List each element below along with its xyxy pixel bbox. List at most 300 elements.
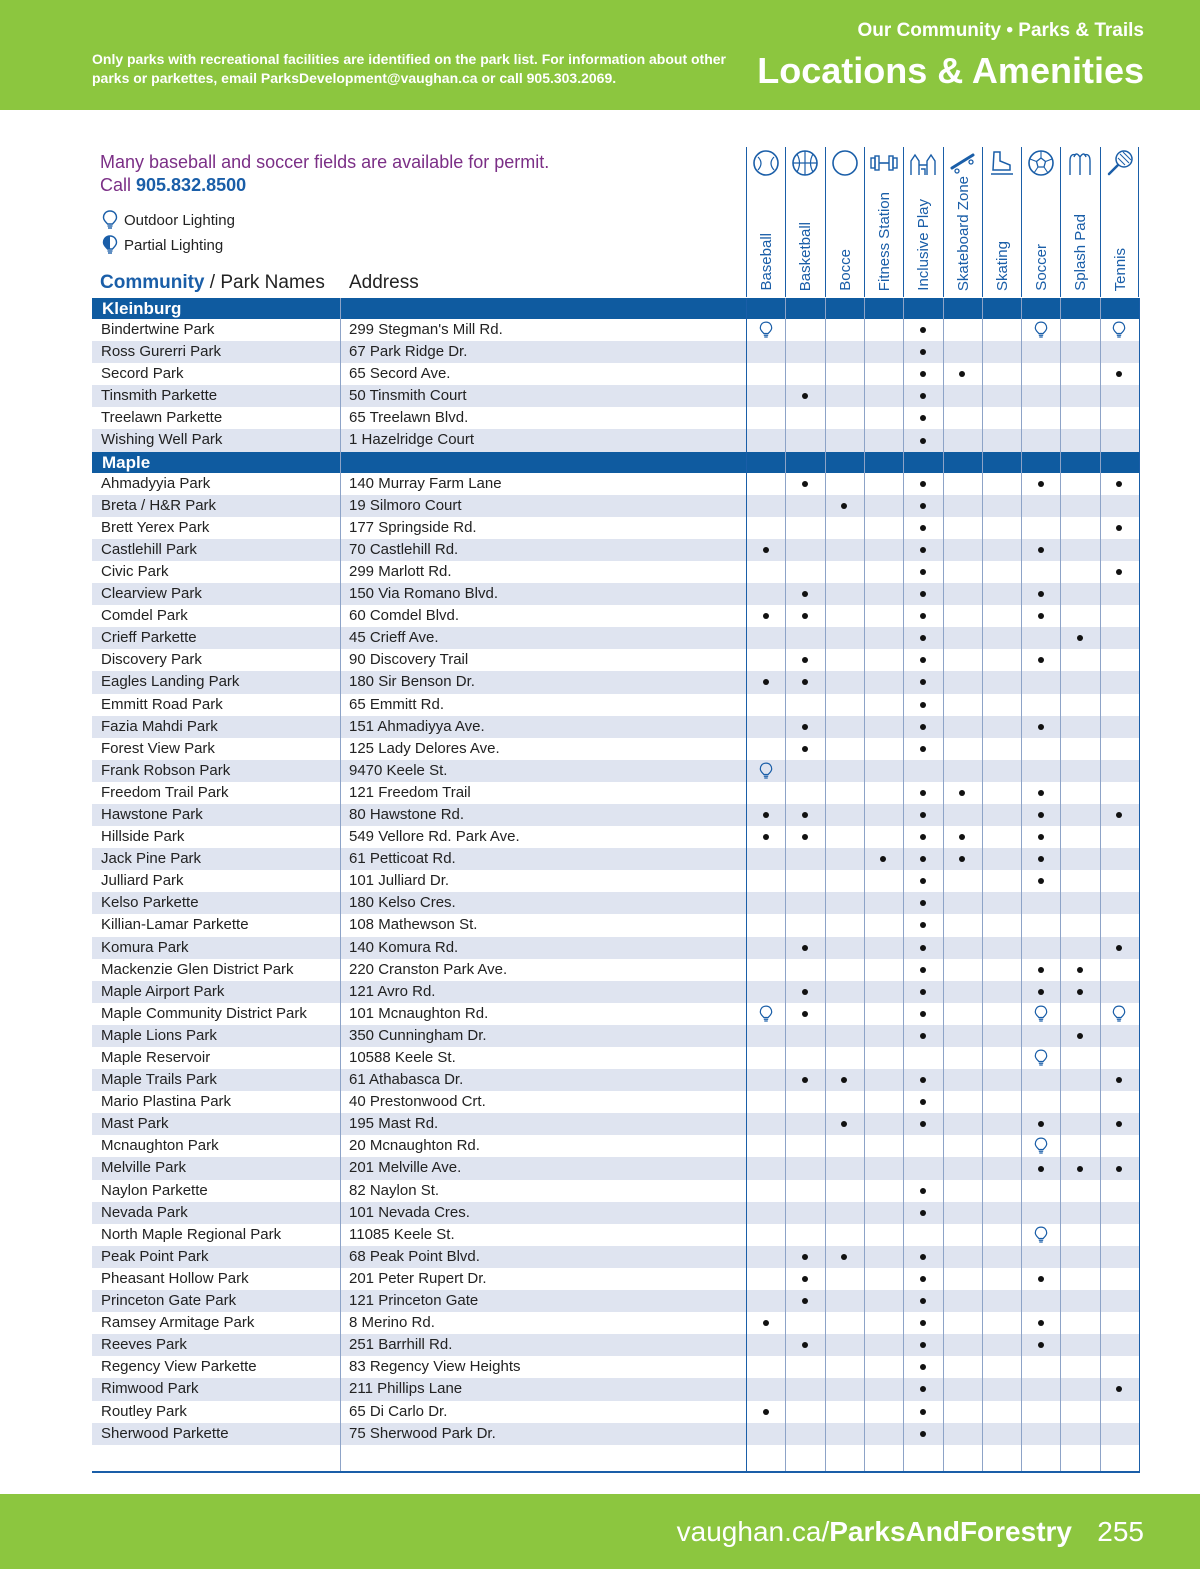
park-address: 19 Silmoro Court <box>349 496 462 514</box>
amenity-cell-soccer <box>1021 1268 1060 1290</box>
table-row <box>92 1401 1140 1423</box>
amenity-dot <box>1116 569 1122 575</box>
table-row <box>92 627 1140 649</box>
amenity-cell-inclusive-play <box>903 429 942 451</box>
footer-bar <box>0 1494 1200 1569</box>
table-row <box>92 429 1140 451</box>
amenity-dot <box>802 945 808 951</box>
park-address: 61 Petticoat Rd. <box>349 850 456 868</box>
amenity-label: Skating <box>993 240 1011 291</box>
park-address: 68 Peak Point Blvd. <box>349 1247 480 1265</box>
amenity-dot <box>1038 1121 1044 1127</box>
amenity-dot <box>920 415 926 421</box>
park-name: Maple Reservoir <box>101 1049 211 1066</box>
outdoor-lighting-icon <box>1034 1005 1048 1023</box>
park-address: 180 Kelso Cres. <box>349 894 456 912</box>
amenity-header-soccer <box>1021 147 1060 297</box>
park-address: 211 Phillips Lane <box>349 1380 463 1398</box>
park-name: Reeves Park <box>101 1336 187 1354</box>
amenity-cell-inclusive-play <box>903 716 942 738</box>
amenity-cell-inclusive-play <box>903 1202 942 1224</box>
amenity-cell-fitness-station <box>864 848 903 870</box>
amenity-dot <box>1038 591 1044 597</box>
park-table <box>92 298 1140 1445</box>
amenity-dot <box>920 900 926 906</box>
amenity-cell-skateboard-zone <box>943 782 982 804</box>
amenity-cell-inclusive-play <box>903 1091 942 1113</box>
splash-pad-icon <box>1066 149 1094 177</box>
amenity-dot <box>1077 967 1083 973</box>
page-number: 255 <box>1097 1516 1144 1547</box>
amenity-cell-inclusive-play <box>903 937 942 959</box>
amenity-dot <box>841 1254 847 1260</box>
amenity-cell-splash-pad <box>1060 1025 1099 1047</box>
amenity-header-tennis <box>1100 147 1139 297</box>
amenity-dot <box>920 1011 926 1017</box>
park-name: Fazia Mahdi Park <box>101 717 218 735</box>
park-name: Mcnaughton Park <box>101 1137 219 1155</box>
park-address: 1 Hazelridge Court <box>349 431 475 449</box>
table-row <box>92 716 1140 738</box>
park-name: Nevada Park <box>101 1203 188 1221</box>
amenity-cell-inclusive-play <box>903 892 942 914</box>
park-address: 9470 Keele St. <box>349 761 448 779</box>
amenity-dot <box>920 945 926 951</box>
park-address: 350 Cunningham Dr. <box>349 1026 487 1044</box>
park-name: Rimwood Park <box>101 1380 199 1398</box>
amenity-dot <box>763 812 769 818</box>
park-address: 201 Melville Ave. <box>349 1159 462 1177</box>
amenity-cell-tennis <box>1100 1113 1139 1135</box>
amenity-dot <box>802 724 808 730</box>
park-address: 177 Springside Rd. <box>349 518 477 536</box>
amenity-dot <box>920 1431 926 1437</box>
amenity-cell-inclusive-play <box>903 671 942 693</box>
baseball-icon <box>752 149 780 177</box>
park-name: Ramsey Armitage Park <box>101 1314 255 1332</box>
amenity-header-splash-pad <box>1060 147 1099 297</box>
amenity-dot <box>920 1077 926 1083</box>
amenity-cell-inclusive-play <box>903 517 942 539</box>
legend-outdoor <box>102 209 235 231</box>
park-address: 121 Avro Rd. <box>349 982 436 1000</box>
amenity-dot <box>1116 481 1122 487</box>
park-address: 65 Treelawn Blvd. <box>349 409 469 427</box>
amenity-cell-basketball <box>785 1334 824 1356</box>
amenity-dot <box>959 834 965 840</box>
amenity-dot <box>1116 1121 1122 1127</box>
amenity-cell-inclusive-play <box>903 1268 942 1290</box>
park-name: Maple Trails Park <box>101 1071 217 1089</box>
column-divider <box>746 298 747 1471</box>
tennis-icon <box>1106 149 1134 177</box>
amenity-cell-basketball <box>785 826 824 848</box>
table-row <box>92 583 1140 605</box>
table-row <box>92 959 1140 981</box>
amenity-dot <box>763 679 769 685</box>
amenity-dot <box>920 922 926 928</box>
amenity-dot <box>1038 967 1044 973</box>
amenity-cell-inclusive-play <box>903 473 942 495</box>
table-row <box>92 363 1140 385</box>
table-row <box>92 1157 1140 1179</box>
park-address: 101 Julliard Dr. <box>349 872 450 890</box>
header-kicker: Our Community • Parks & Trails <box>857 20 1144 41</box>
park-address: 180 Sir Benson Dr. <box>349 673 475 691</box>
amenity-cell-basketball <box>785 671 824 693</box>
park-address: 101 Mcnaughton Rd. <box>349 1004 489 1022</box>
park-name: Hillside Park <box>101 828 185 846</box>
amenity-dot <box>802 613 808 619</box>
column-divider <box>903 298 904 1471</box>
amenity-dot <box>802 1254 808 1260</box>
park-address: 83 Regency View Heights <box>349 1358 521 1376</box>
call-number[interactable]: 905.832.8500 <box>136 175 247 195</box>
amenity-cell-inclusive-play <box>903 870 942 892</box>
park-name: Mackenzie Glen District Park <box>101 960 294 978</box>
amenity-header-inclusive-play <box>903 147 942 297</box>
park-address: 299 Marlott Rd. <box>349 562 452 580</box>
amenity-dot <box>920 1364 926 1370</box>
amenity-cell-soccer <box>1021 716 1060 738</box>
outdoor-lighting-icon <box>1112 1005 1126 1023</box>
table-row <box>92 826 1140 848</box>
park-address: 150 Via Romano Blvd. <box>349 585 498 603</box>
outdoor-lighting-icon <box>1112 321 1126 339</box>
amenity-cell-tennis <box>1100 473 1139 495</box>
table-row <box>92 1091 1140 1113</box>
park-address: 45 Crieff Ave. <box>349 629 439 647</box>
amenity-cell-inclusive-play <box>903 1334 942 1356</box>
table-row <box>92 1356 1140 1378</box>
park-address: 125 Lady Delores Ave. <box>349 739 500 757</box>
amenity-dot <box>959 856 965 862</box>
table-row <box>92 1268 1140 1290</box>
amenity-cell-inclusive-play <box>903 627 942 649</box>
amenity-dot <box>920 702 926 708</box>
park-name: Bindertwine Park <box>101 321 215 338</box>
amenity-dot <box>802 481 808 487</box>
amenity-cell-inclusive-play <box>903 561 942 583</box>
amenity-cell-soccer <box>1021 1224 1060 1246</box>
park-name: Forest View Park <box>101 739 215 757</box>
park-name: Peak Point Park <box>101 1247 209 1265</box>
amenity-dot <box>802 1298 808 1304</box>
column-divider <box>864 298 865 1471</box>
park-address: 195 Mast Rd. <box>349 1115 439 1133</box>
amenity-cell-baseball <box>746 804 785 826</box>
amenity-cell-inclusive-play <box>903 1025 942 1047</box>
park-name: Mast Park <box>101 1115 169 1133</box>
amenity-dot <box>920 635 926 641</box>
section-header-kleinburg: Kleinburg <box>92 298 1140 319</box>
amenity-cell-baseball <box>746 826 785 848</box>
amenity-cell-inclusive-play <box>903 583 942 605</box>
amenity-dot <box>920 393 926 399</box>
park-name: Mario Plastina Park <box>101 1093 232 1111</box>
table-row <box>92 1135 1140 1157</box>
amenity-cell-soccer <box>1021 319 1060 341</box>
table-row <box>92 1069 1140 1091</box>
park-address: 299 Stegman's Mill Rd. <box>349 321 503 338</box>
amenity-cell-inclusive-play <box>903 848 942 870</box>
column-divider <box>1060 298 1061 1471</box>
amenity-dot <box>920 878 926 884</box>
column-divider <box>982 298 983 1471</box>
park-name: Maple Lions Park <box>101 1026 217 1044</box>
park-name: Maple Community District Park <box>101 1004 307 1022</box>
park-address: 20 Mcnaughton Rd. <box>349 1137 480 1155</box>
legend-outdoor-label: Outdoor Lighting <box>124 211 235 229</box>
table-row <box>92 1025 1140 1047</box>
table-row <box>92 1047 1140 1069</box>
amenity-cell-soccer <box>1021 1135 1060 1157</box>
park-name: Hawstone Park <box>101 805 203 823</box>
amenity-cell-baseball <box>746 671 785 693</box>
amenity-label: Inclusive Play <box>915 199 933 291</box>
amenity-dot <box>802 1342 808 1348</box>
amenity-dot <box>920 1210 926 1216</box>
outdoor-lighting-icon <box>759 321 773 339</box>
amenity-cell-tennis <box>1100 937 1139 959</box>
table-row <box>92 341 1140 363</box>
amenity-dot <box>802 393 808 399</box>
amenity-cell-inclusive-play <box>903 649 942 671</box>
amenity-dot <box>802 746 808 752</box>
amenity-dot <box>1116 1077 1122 1083</box>
skate-icon <box>988 149 1016 177</box>
amenity-cell-splash-pad <box>1060 1157 1099 1179</box>
amenity-cell-basketball <box>785 649 824 671</box>
amenity-cell-tennis <box>1100 517 1139 539</box>
park-address: 40 Prestonwood Crt. <box>349 1093 486 1111</box>
playground-icon <box>909 149 937 177</box>
outdoor-lighting-icon <box>759 1005 773 1023</box>
park-name: Princeton Gate Park <box>101 1292 237 1310</box>
table-row <box>92 1312 1140 1334</box>
table-row <box>92 671 1140 693</box>
amenity-cell-basketball <box>785 605 824 627</box>
amenity-cell-basketball <box>785 1290 824 1312</box>
table-row <box>92 1202 1140 1224</box>
amenity-dot <box>802 812 808 818</box>
amenity-dot <box>920 569 926 575</box>
amenity-dot <box>841 503 847 509</box>
table-row <box>92 1224 1140 1246</box>
table-row <box>92 914 1140 936</box>
table-row <box>92 1334 1140 1356</box>
table-row <box>92 1378 1140 1400</box>
amenity-cell-tennis <box>1100 1378 1139 1400</box>
amenity-cell-bocce <box>825 1113 864 1135</box>
amenity-dot <box>1116 1166 1122 1172</box>
amenity-dot <box>1077 1033 1083 1039</box>
permit-note: Many baseball and soccer fields are available for permit. <box>100 152 550 172</box>
amenity-cell-tennis <box>1100 363 1139 385</box>
outdoor-lighting-icon <box>1034 1137 1048 1155</box>
table-row <box>92 1180 1140 1202</box>
amenity-cell-soccer <box>1021 826 1060 848</box>
park-address: 70 Castlehill Rd. <box>349 540 459 558</box>
amenity-dot <box>1038 657 1044 663</box>
amenity-dot <box>1038 834 1044 840</box>
amenity-header-skating <box>982 147 1021 297</box>
amenity-cell-baseball <box>746 1312 785 1334</box>
amenity-dot <box>802 834 808 840</box>
park-name: Treelawn Parkette <box>101 409 223 427</box>
amenity-cell-inclusive-play <box>903 539 942 561</box>
column-divider <box>943 298 944 1471</box>
amenity-cell-inclusive-play <box>903 363 942 385</box>
park-name: Clearview Park <box>101 585 202 603</box>
table-row <box>92 605 1140 627</box>
amenity-cell-soccer <box>1021 1113 1060 1135</box>
amenity-cell-inclusive-play <box>903 605 942 627</box>
column-header-park-names <box>100 272 325 294</box>
amenity-dot <box>920 481 926 487</box>
amenity-cell-inclusive-play <box>903 694 942 716</box>
amenity-dot <box>1077 989 1083 995</box>
table-row <box>92 760 1140 782</box>
amenity-cell-inclusive-play <box>903 738 942 760</box>
amenity-cell-baseball <box>746 1003 785 1025</box>
table-row <box>92 495 1140 517</box>
amenity-cell-inclusive-play <box>903 1378 942 1400</box>
amenity-dot <box>763 547 769 553</box>
amenity-dot <box>1038 790 1044 796</box>
amenity-cell-tennis <box>1100 804 1139 826</box>
amenity-dot <box>880 856 886 862</box>
amenity-cell-skateboard-zone <box>943 848 982 870</box>
amenity-dot <box>1038 547 1044 553</box>
park-address: 10588 Keele St. <box>349 1049 456 1066</box>
amenity-cell-tennis <box>1100 561 1139 583</box>
header-bar <box>0 0 1200 110</box>
amenity-dot <box>920 1188 926 1194</box>
park-name: Killian-Lamar Parkette <box>101 916 249 934</box>
footer-url-prefix: vaughan.ca/ <box>676 1516 830 1547</box>
amenity-cell-splash-pad <box>1060 981 1099 1003</box>
amenity-dot <box>920 438 926 444</box>
table-row <box>92 1113 1140 1135</box>
table-row <box>92 1246 1140 1268</box>
amenity-cell-inclusive-play <box>903 385 942 407</box>
amenity-cell-inclusive-play <box>903 341 942 363</box>
amenity-dot <box>1038 1342 1044 1348</box>
amenity-cell-inclusive-play <box>903 782 942 804</box>
amenity-dot <box>920 1033 926 1039</box>
table-row <box>92 694 1140 716</box>
amenity-cell-inclusive-play <box>903 1423 942 1445</box>
amenity-cell-soccer <box>1021 539 1060 561</box>
amenity-dot <box>1116 812 1122 818</box>
amenity-header-fitness-station <box>864 147 903 297</box>
skateboard-icon <box>949 149 977 177</box>
park-address: 50 Tinsmith Court <box>349 387 467 405</box>
table-row <box>92 649 1140 671</box>
amenity-dot <box>1038 613 1044 619</box>
amenity-dot <box>920 724 926 730</box>
park-name: Wishing Well Park <box>101 431 223 449</box>
outdoor-lighting-icon <box>1034 1049 1048 1067</box>
park-name: Maple Airport Park <box>101 982 225 1000</box>
amenity-cell-bocce <box>825 1069 864 1091</box>
footer-url[interactable] <box>677 1516 1072 1548</box>
amenity-cell-baseball <box>746 605 785 627</box>
column-divider <box>340 298 341 1471</box>
amenity-cell-inclusive-play <box>903 495 942 517</box>
amenity-dot <box>920 613 926 619</box>
call-prefix: Call <box>100 175 137 195</box>
table-row <box>92 561 1140 583</box>
park-name: Komura Park <box>101 938 189 956</box>
amenity-label: Bocce <box>836 249 854 291</box>
amenity-dot <box>1038 812 1044 818</box>
park-address: 75 Sherwood Park Dr. <box>349 1424 496 1442</box>
amenity-dot <box>1038 1166 1044 1172</box>
table-row <box>92 892 1140 914</box>
park-name: Brett Yerex Park <box>101 518 210 536</box>
amenity-dot <box>1038 989 1044 995</box>
amenity-cell-basketball <box>785 937 824 959</box>
amenity-dot <box>920 967 926 973</box>
column-header-address: Address <box>349 272 419 293</box>
amenity-dot <box>920 989 926 995</box>
amenity-dot <box>1077 635 1083 641</box>
amenity-cell-bocce <box>825 495 864 517</box>
amenity-cell-basketball <box>785 738 824 760</box>
park-name: Discovery Park <box>101 651 202 669</box>
park-address: 65 Di Carlo Dr. <box>349 1402 448 1420</box>
column-header-park-names-label: / Park Names <box>204 272 325 293</box>
amenity-cell-soccer <box>1021 649 1060 671</box>
amenity-dot <box>802 989 808 995</box>
amenity-cell-basketball <box>785 1069 824 1091</box>
amenity-cell-soccer <box>1021 782 1060 804</box>
amenity-dot <box>920 1276 926 1282</box>
amenity-dot <box>802 657 808 663</box>
amenity-cell-soccer <box>1021 804 1060 826</box>
outdoor-lighting-icon <box>1034 1226 1048 1244</box>
park-name: Crieff Parkette <box>101 629 197 647</box>
amenity-cell-basketball <box>785 473 824 495</box>
amenity-label: Baseball <box>758 233 775 291</box>
table-row <box>92 539 1140 561</box>
amenity-label: Fitness Station <box>875 191 893 291</box>
amenity-label: Splash Pad <box>1072 214 1090 291</box>
amenity-cell-inclusive-play <box>903 1401 942 1423</box>
outdoor-lighting-icon <box>759 762 773 780</box>
table-row <box>92 385 1140 407</box>
park-name: Routley Park <box>101 1402 187 1420</box>
amenity-cell-splash-pad <box>1060 627 1099 649</box>
amenity-cell-inclusive-play <box>903 959 942 981</box>
amenity-cell-skateboard-zone <box>943 363 982 385</box>
soccer-icon <box>1027 149 1055 177</box>
amenity-dot <box>1077 1166 1083 1172</box>
park-name: Jack Pine Park <box>101 850 202 868</box>
amenity-cell-soccer <box>1021 1003 1060 1025</box>
amenity-dot <box>920 327 926 333</box>
park-address: 65 Secord Ave. <box>349 365 451 383</box>
amenity-cell-inclusive-play <box>903 319 942 341</box>
park-address: 121 Princeton Gate <box>349 1292 479 1310</box>
amenity-cell-inclusive-play <box>903 804 942 826</box>
park-name: North Maple Regional Park <box>101 1225 282 1243</box>
amenity-cell-soccer <box>1021 959 1060 981</box>
park-name: Naylon Parkette <box>101 1181 208 1199</box>
amenity-dot <box>802 1276 808 1282</box>
